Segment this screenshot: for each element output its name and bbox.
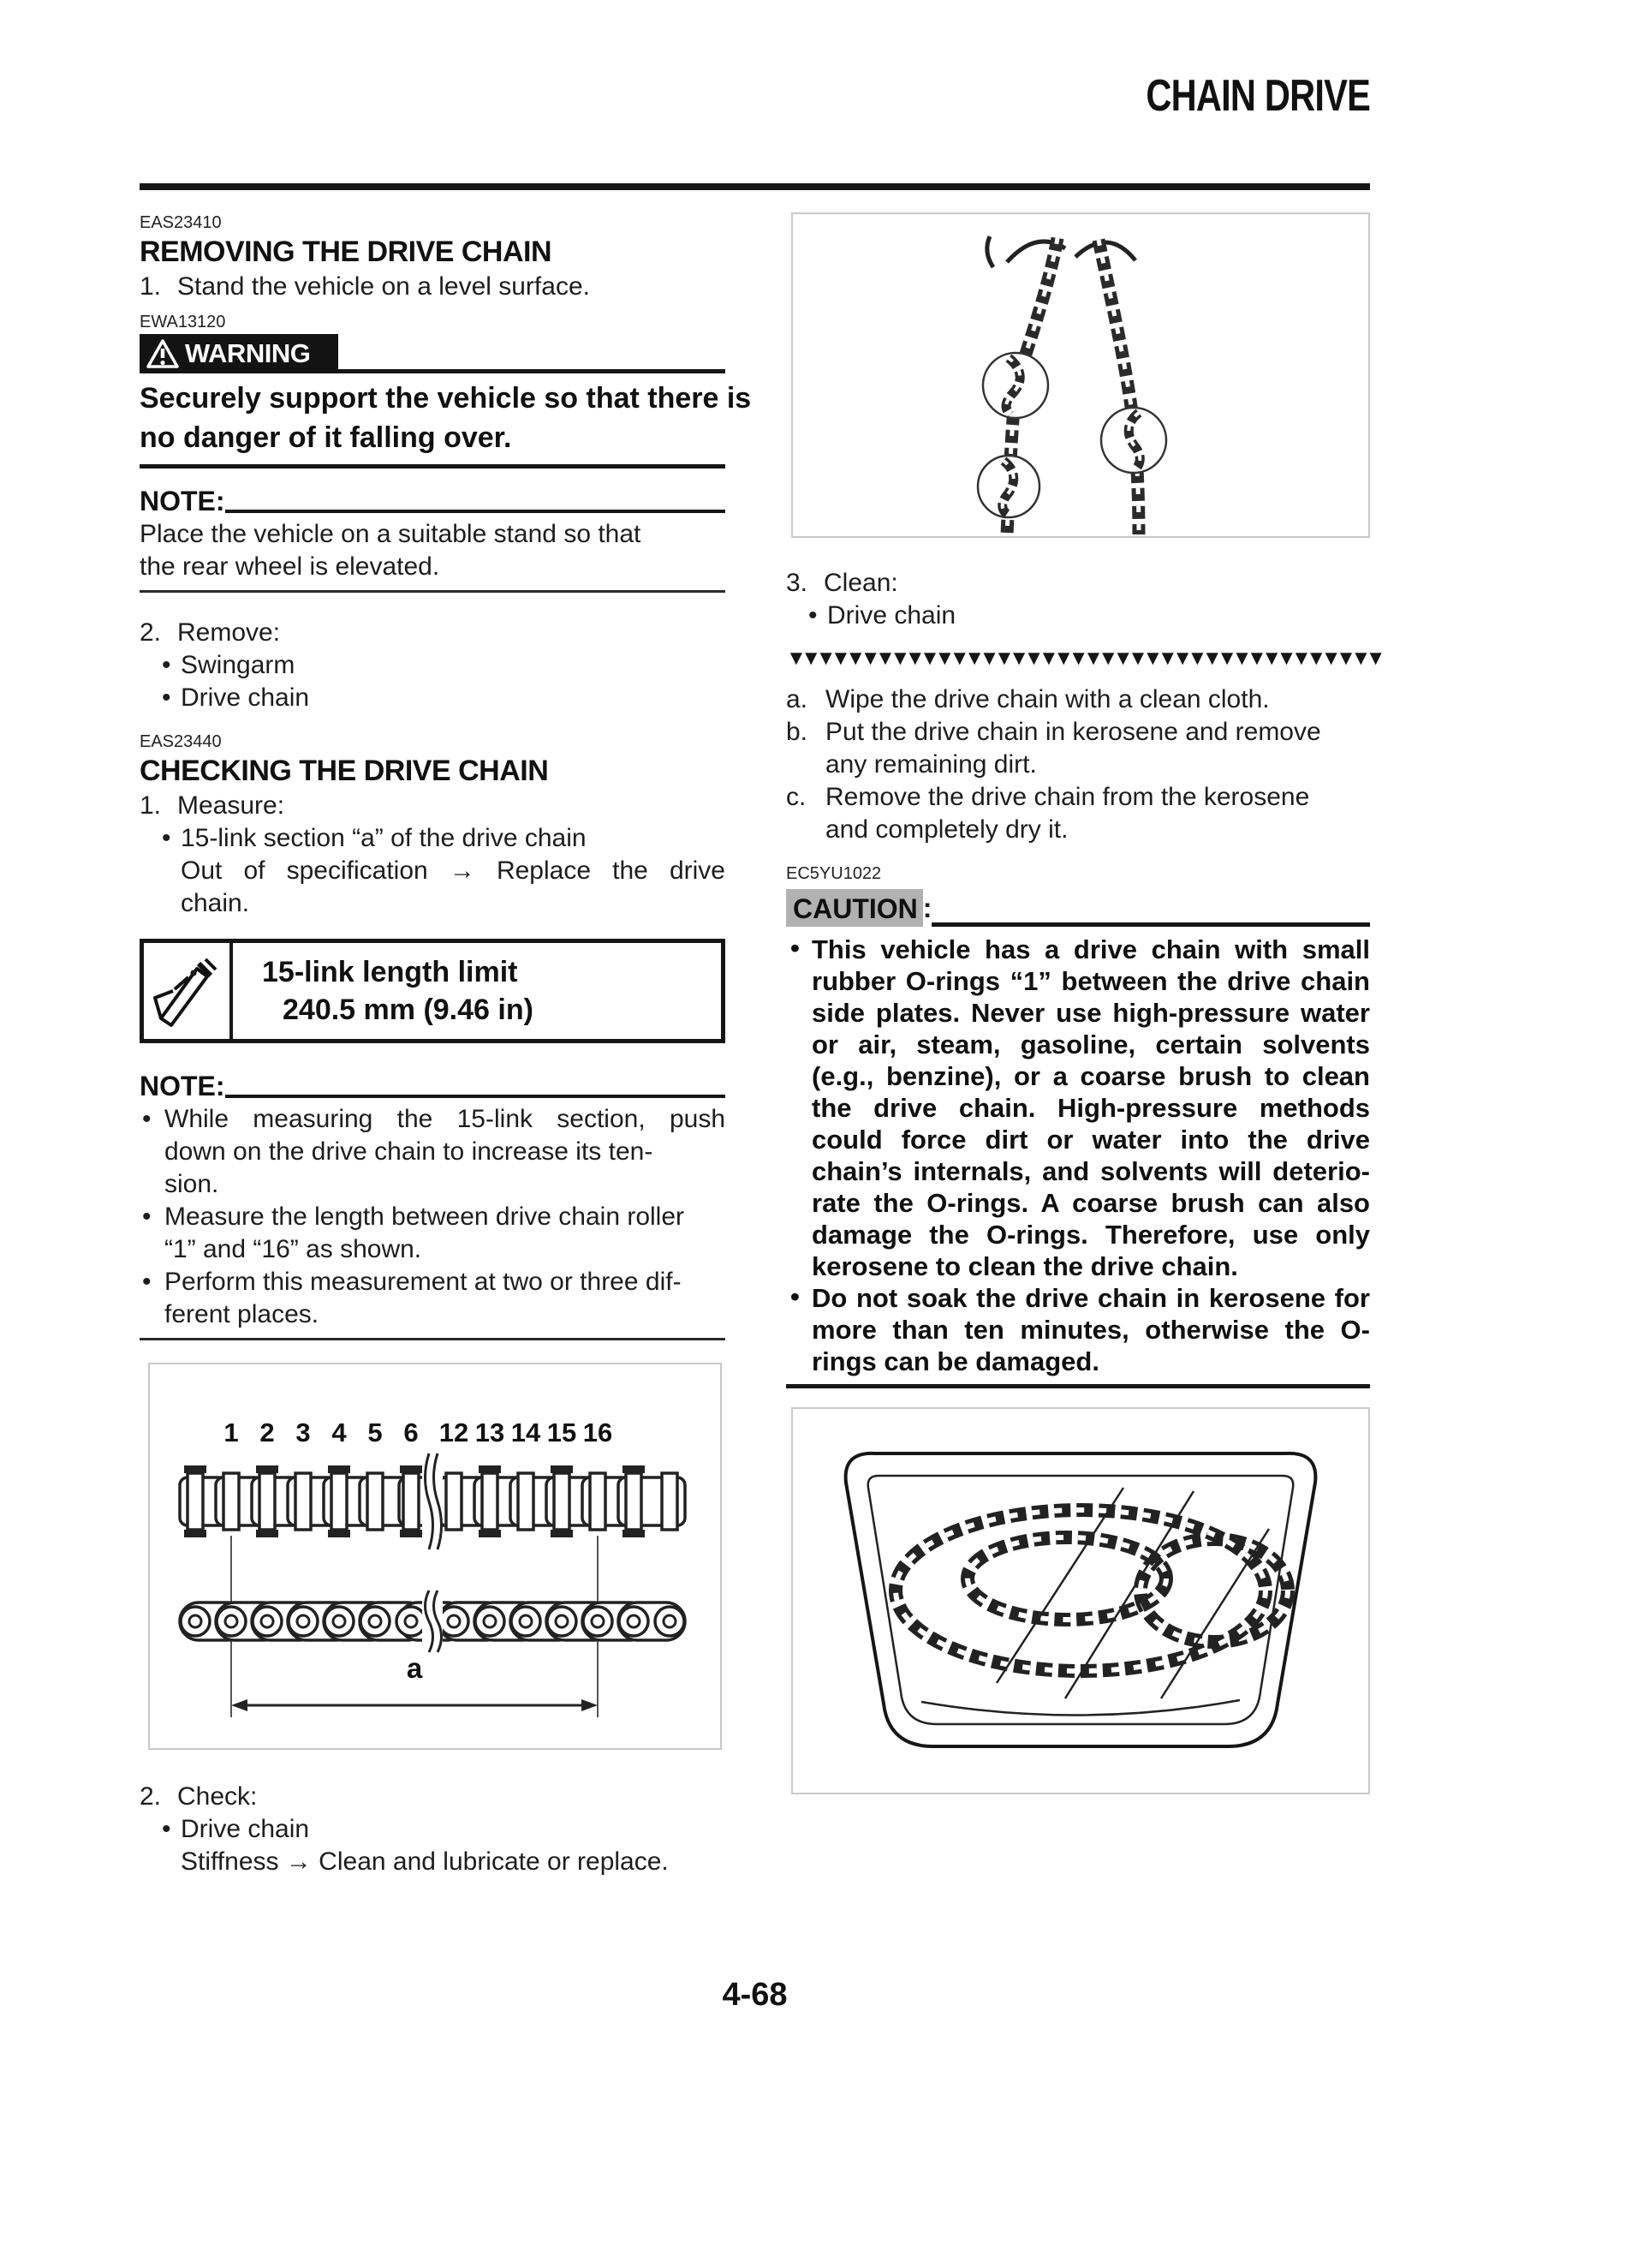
step-text: Stand the vehicle on a level surface. xyxy=(177,272,590,301)
note-line: down on the drive chain to increase its ten- xyxy=(164,1137,653,1166)
step-text: Remove: xyxy=(177,618,281,647)
link-number: 6 xyxy=(403,1418,419,1447)
bullet-dot: • xyxy=(790,933,800,963)
step-remove xyxy=(140,617,725,649)
warning-line: Securely support the vehicle so that there is xyxy=(140,382,752,415)
caution-line: rings can be damaged. xyxy=(812,1346,1099,1376)
caution-colon: : xyxy=(922,892,932,923)
list-item-text: Drive chain xyxy=(181,683,310,712)
step-number: 1. xyxy=(140,791,162,820)
note-header xyxy=(140,484,725,518)
caution-body xyxy=(786,934,1370,1377)
section-heading-checking: CHECKING THE DRIVE CHAIN xyxy=(140,755,549,787)
note-line: ferent places. xyxy=(164,1300,319,1328)
list-item xyxy=(140,1813,725,1846)
caution-close-rule xyxy=(786,1384,1370,1388)
section-code: EAS23440 xyxy=(140,732,222,751)
warning-line: no danger of it falling over. xyxy=(140,421,512,454)
page-number: 4-68 xyxy=(722,1977,788,2013)
dimension-label: a xyxy=(406,1652,423,1684)
list-item xyxy=(140,1103,725,1201)
chain-measurement-figure xyxy=(148,1363,722,1750)
section-code: EAS23410 xyxy=(140,213,222,232)
bullet-dot: • xyxy=(162,683,171,712)
page-title: CHAIN DRIVE xyxy=(1146,71,1370,121)
note-rule xyxy=(225,510,725,513)
step-measure xyxy=(140,790,725,822)
result-line: chain. xyxy=(181,889,250,917)
kerosene-pan-figure xyxy=(791,1407,1370,1794)
result-line: Stiffness → Clean and lubricate or replace. xyxy=(181,1847,669,1876)
substep-a xyxy=(786,683,1370,716)
list-item-text: Drive chain xyxy=(181,1815,310,1843)
caution-header xyxy=(786,887,1370,927)
section-code: EWA13120 xyxy=(140,313,226,331)
caution-line: kerosene to clean the drive chain. xyxy=(812,1251,1238,1281)
caliper-icon xyxy=(144,943,233,1039)
link-number: 5 xyxy=(367,1418,383,1447)
result-line: Out of specification → Replace the drive xyxy=(181,856,725,885)
note-close-rule xyxy=(140,1338,725,1340)
bullet-dot: • xyxy=(162,824,171,852)
substep-line: Wipe the drive chain with a clean cloth. xyxy=(825,685,1270,713)
step-number: 2. xyxy=(140,618,162,647)
substep-line: Put the drive chain in kerosene and remove xyxy=(825,718,1321,746)
link-number: 3 xyxy=(295,1418,311,1447)
note-line: the rear wheel is elevated. xyxy=(140,552,440,581)
spec-box xyxy=(140,939,725,1043)
substep-line: any remaining dirt. xyxy=(825,750,1037,779)
spec-text xyxy=(233,943,533,1039)
bullet-dot: • xyxy=(162,1815,171,1843)
step-clean xyxy=(786,567,1370,600)
bullet-dot: • xyxy=(142,1105,152,1133)
substep-c xyxy=(786,781,1370,846)
link-number: 15 xyxy=(546,1418,577,1447)
warning-rule xyxy=(338,369,725,373)
caution-item xyxy=(786,934,1370,1282)
caution-item xyxy=(786,1282,1370,1377)
caution-line: chain’s internals, and solvents will deterio- xyxy=(812,1156,1370,1186)
hanging-chain-drawing xyxy=(793,214,1368,536)
bullet-dot: • xyxy=(162,651,171,679)
caution-line: Do not soak the drive chain in kerosene for xyxy=(812,1283,1370,1313)
note-line: While measuring the 15-link section, push xyxy=(164,1105,725,1133)
list-item xyxy=(786,600,1370,632)
link-number: 16 xyxy=(582,1418,613,1447)
spec-line1: 15-link length limit xyxy=(262,956,518,988)
warning-label-text: WARNING xyxy=(185,338,311,368)
link-number: 14 xyxy=(510,1418,541,1447)
link-number: 13 xyxy=(474,1418,505,1447)
link-number: 1 xyxy=(223,1418,239,1447)
list-item-text: Swingarm xyxy=(181,651,295,679)
warning-triangle-icon xyxy=(146,338,179,369)
caution-line: or air, steam, gasoline, certain solvents xyxy=(812,1030,1370,1059)
step-number: 2. xyxy=(140,1782,162,1811)
header-rule xyxy=(140,183,1370,190)
procedure-divider-triangles: ▼▼▼▼▼▼▼▼▼▼▼▼▼▼▼▼▼▼▼▼▼▼▼▼▼▼▼▼▼▼▼▼▼▼▼▼▼▼▼▼ xyxy=(786,647,1381,670)
link-number: 4 xyxy=(331,1418,347,1447)
step-check xyxy=(140,1781,725,1813)
note-label: NOTE: xyxy=(140,486,225,516)
step-stand-vehicle xyxy=(140,271,725,303)
note-label: NOTE: xyxy=(140,1071,225,1101)
link-number: 12 xyxy=(438,1418,469,1447)
substep-label: a. xyxy=(786,685,808,713)
note-line: Perform this measurement at two or three dif- xyxy=(164,1268,682,1296)
caution-line: could force dirt or water into the drive xyxy=(812,1125,1370,1155)
substep-line: Remove the drive chain from the kerosene xyxy=(825,783,1310,811)
substep-label: c. xyxy=(786,783,807,811)
caution-rule xyxy=(932,922,1370,927)
section-code: EC5YU1022 xyxy=(786,864,882,883)
section-heading-removing: REMOVING THE DRIVE CHAIN xyxy=(140,236,552,268)
list-item xyxy=(140,1201,725,1266)
step-number: 1. xyxy=(140,272,162,301)
bullet-dot: • xyxy=(808,601,818,630)
bullet-dot: • xyxy=(142,1203,152,1231)
step-text: Clean: xyxy=(824,569,898,597)
note-close-rule xyxy=(140,590,725,593)
note-header xyxy=(140,1069,725,1103)
warning-close-rule xyxy=(140,464,725,469)
caution-line: rubber O-rings “1” between the drive chain xyxy=(812,966,1370,996)
warning-header xyxy=(140,334,725,373)
caution-line: more than ten minutes, otherwise the O- xyxy=(812,1315,1370,1345)
note-line: Place the vehicle on a suitable stand so that xyxy=(140,520,641,548)
hanging-chain-figure xyxy=(791,212,1370,538)
caution-line: (e.g., benzine), or a coarse brush to clean xyxy=(812,1061,1370,1091)
warning-label xyxy=(140,334,338,373)
left-column xyxy=(140,212,752,1878)
caution-line: side plates. Never use high-pressure water xyxy=(812,998,1370,1028)
caution-line: damage the O-rings. Therefore, use only xyxy=(812,1220,1370,1250)
bullet-dot: • xyxy=(790,1281,800,1311)
caution-label: CAUTION xyxy=(786,889,923,927)
kerosene-pan-drawing xyxy=(793,1409,1368,1793)
substep-line: and completely dry it. xyxy=(825,815,1069,844)
note-line: “1” and “16” as shown. xyxy=(164,1235,422,1263)
substep-b xyxy=(786,716,1370,781)
step-text: Check: xyxy=(177,1782,258,1811)
note-rule xyxy=(225,1095,725,1098)
caliper-icon-drawing xyxy=(152,953,221,1029)
caution-line: rate the O-rings. A coarse brush can also xyxy=(812,1188,1370,1218)
list-item-text: Drive chain xyxy=(827,601,956,630)
list-item xyxy=(140,682,725,714)
caution-line: the drive chain. High-pressure methods xyxy=(812,1093,1370,1123)
substep-label: b. xyxy=(786,718,808,746)
bullet-dot: • xyxy=(142,1268,152,1296)
list-item xyxy=(140,649,725,682)
caution-line: This vehicle has a drive chain with small xyxy=(812,934,1370,964)
list-item-text: 15-link section “a” of the drive chain xyxy=(181,824,587,852)
spec-line2: 240.5 mm (9.46 in) xyxy=(283,994,533,1026)
step-number: 3. xyxy=(786,569,808,597)
step-text: Measure: xyxy=(177,791,285,820)
list-item xyxy=(140,1266,725,1331)
link-number: 2 xyxy=(259,1418,275,1447)
note-line: Measure the length between drive chain roller xyxy=(164,1203,685,1231)
note-line: sion. xyxy=(164,1170,219,1198)
right-column xyxy=(786,212,1381,1794)
list-item xyxy=(140,822,725,855)
